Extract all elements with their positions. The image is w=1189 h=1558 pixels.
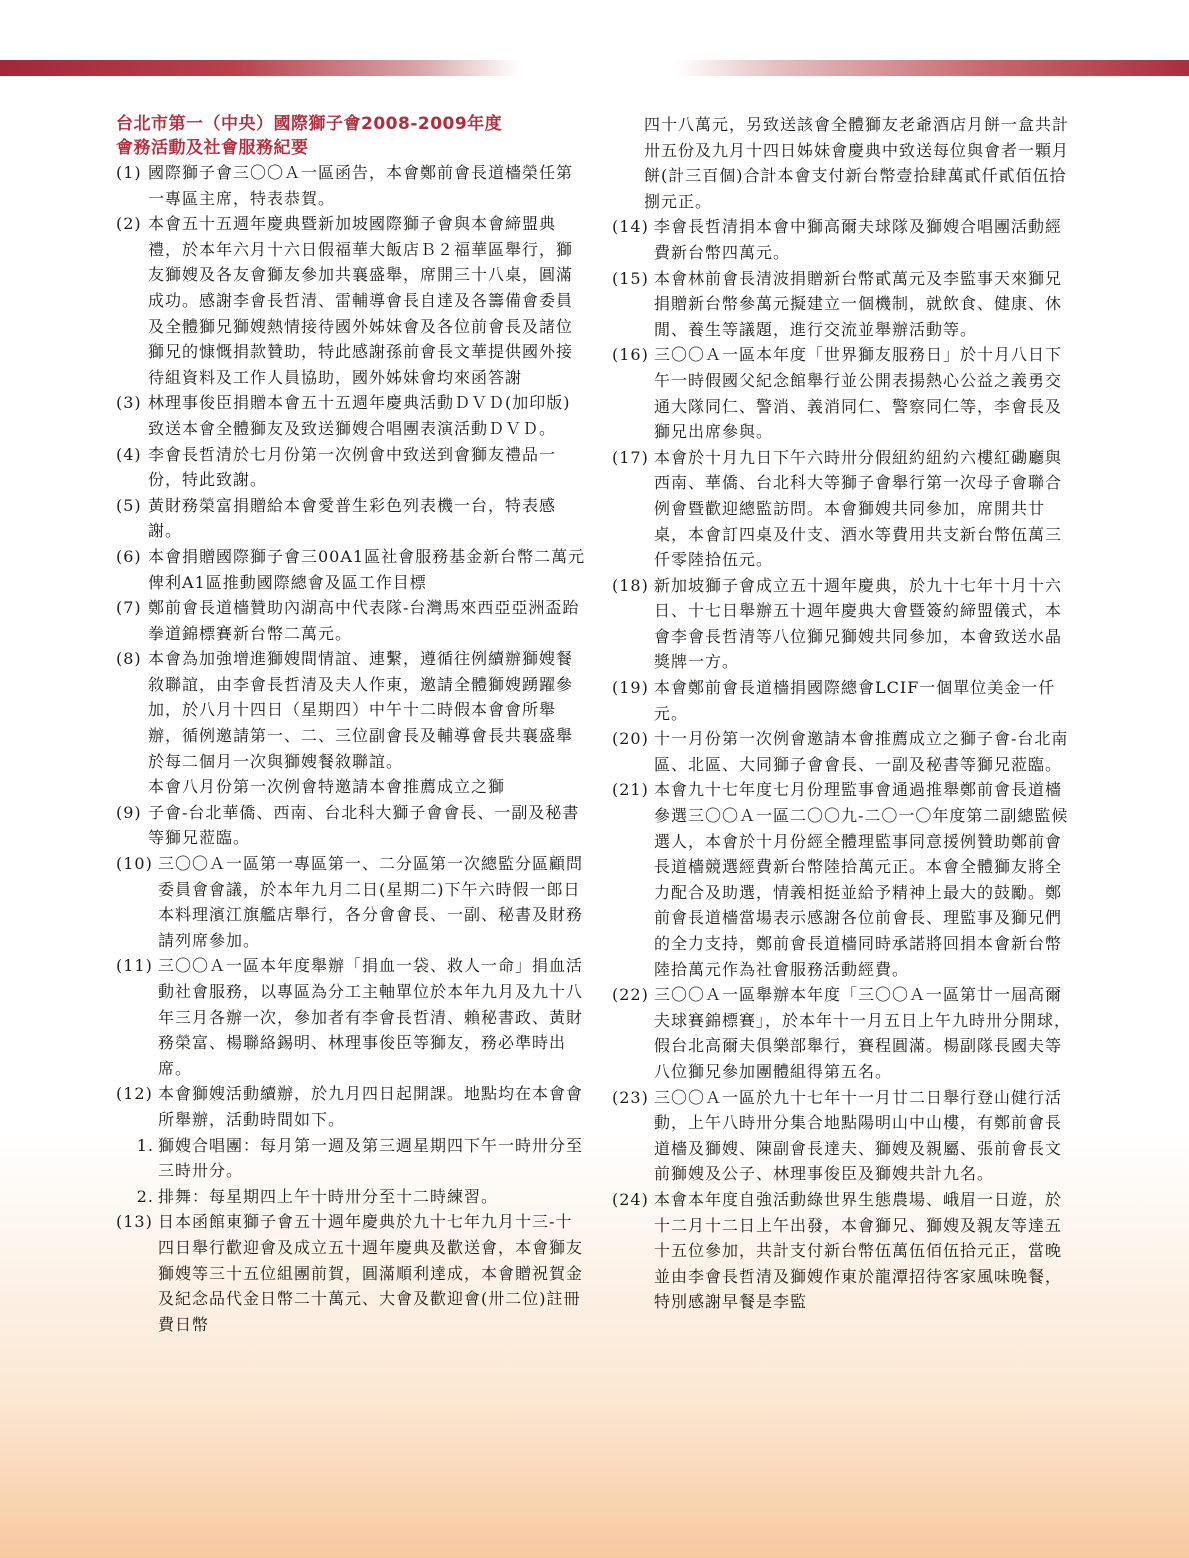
item-text: 三〇〇Ａ一區於九十七年十一月廿二日舉行登山健行活動，上午八時卅分集合地點陽明山中山樓，有鄭前會長道檣及獅嫂、陳副會長達夫、獅嫂及親屬、張前會長文前獅嫂及公子、林理事俊臣及獅嫂共計九名。 xyxy=(654,1087,1063,1184)
list-item xyxy=(612,777,1078,982)
item-text: 本會五十五週年慶典暨新加坡國際獅子會與本會締盟典禮，於本年六月十六日假福華大飯店Ｂ２福華區舉行，獅友獅嫂及各友會獅友參加共襄盛舉，席開三十八桌，圓滿成功。感謝李會長哲清、雷輔導會長自達及各籌備會委員及全體獅兄獅嫂熱情接待國外姊妹會及各位前會長及諸位獅兄的慷慨捐款贊助，特此感謝孫前會長文華提供國外接待組資料及工作人員協助，國外姊妹會均來函答謝 xyxy=(148,214,574,387)
item-number: (7) xyxy=(116,598,142,618)
item-text: 子會-台北華僑、西南、台北科大獅子會會長、一副及秘書等獅兄蒞臨。 xyxy=(148,802,580,848)
list-item xyxy=(612,1187,1078,1315)
item-text: 本會本年度自強活動綠世界生態農場、峨眉一日遊，於十二月十二日上午出發，本會獅兄、獅嫂及親友等達五十五位參加，共計支付新台幣伍萬伍佰伍拾元正，當晚並由李會長哲清及獅嫂作東於龍潭招待客家風味晚餐，特別感謝早餐是李監 xyxy=(654,1189,1063,1312)
list-item xyxy=(116,544,586,595)
item-text: 本會林前會長清波捐贈新台幣貳萬元及李監事天來獅兄捐贈新台幣參萬元擬建立一個機制，就飲食、健康、休閒、養生等議題，進行交流並舉辦活動等。 xyxy=(654,268,1063,339)
item-number: (20) xyxy=(612,729,649,749)
list-item xyxy=(612,445,1078,573)
list-item xyxy=(612,1085,1078,1187)
item-text: 獅嫂合唱團：每月第一週及第三週星期四下午一時卅分至三時卅分。 xyxy=(158,1135,584,1181)
item-text: 本會九十七年度七月份理監事會通過推舉鄭前會長道檣參選三〇〇Ａ一區二〇〇九-二〇一〇年度第二副總監候選人，本會於十月份經全體理監事同意援例贊助鄭前會長道檣競選經費新台幣陸拾萬元正。本會全體獅友將全力配合及助選，情義相挺並給予精神上最大的鼓勵。鄭前會長道檣當場表示感謝各位前會長、理監事及獅兄們的全力支持，鄭前會長道檣同時承諾將回捐本會新台幣陸拾萬元作為社會服務活動經費。 xyxy=(654,780,1069,979)
sub-list-item xyxy=(116,1133,586,1184)
list-item xyxy=(612,726,1078,777)
item-number: (2) xyxy=(116,214,142,234)
item-number: 2. xyxy=(136,1186,154,1206)
item-number: (17) xyxy=(612,447,649,467)
right-column xyxy=(612,112,1078,1315)
item-number: (8) xyxy=(116,649,142,669)
item-number: (23) xyxy=(612,1087,649,1107)
list-item xyxy=(116,646,586,774)
list-item xyxy=(116,851,586,953)
item-text: 本會捐贈國際獅子會三00A1區社會服務基金新台幣二萬元俾利A1區推動國際總會及區工作目標 xyxy=(148,546,586,592)
item-text: 鄭前會長道檣贊助內湖高中代表隊-台灣馬來西亞亞洲盃跆拳道錦標賽新台幣二萬元。 xyxy=(148,598,580,643)
list-item xyxy=(116,800,586,851)
item-text: 本會獅嫂活動續辦，於九月四日起開課。地點均在本會會所舉辦，活動時間如下。 xyxy=(158,1084,584,1129)
item-number: (13) xyxy=(116,1212,153,1232)
item-text: 本會八月份第一次例會特邀請本會推薦成立之獅 xyxy=(148,777,506,797)
list-item xyxy=(116,953,586,1081)
item-text: 四十八萬元，另致送該會全體獅友老爺酒店月餅一盒共計卅五份及九月十四日姊妹會慶典中致送每位與會者一顆月餅(計三百個)合計本會支付新台幣壹拾肆萬貳仟貳佰伍拾捌元正。 xyxy=(644,115,1070,211)
item-number: (19) xyxy=(612,678,649,698)
list-item xyxy=(116,160,586,211)
item-text: 李會長哲清捐本會中獅高爾夫球隊及獅嫂合唱團活動經費新台幣四萬元。 xyxy=(654,217,1063,262)
item-number: (22) xyxy=(612,985,649,1005)
item-text: 三〇〇Ａ一區舉辦本年度「三〇〇Ａ一區第廿一屆高爾夫球賽錦標賽」，於本年十一月五日上午九時卅分開球，假台北高爾夫俱樂部舉行，賽程圓滿。楊副隊長國夫等八位獅兄參加團體組得第五名。 xyxy=(654,985,1072,1081)
item-number: (10) xyxy=(116,854,153,874)
list-item xyxy=(612,214,1078,265)
item-text: 三〇〇Ａ一區本年度舉辦「捐血一袋、救人一命」捐血活動社會服務，以專區為分工主軸單位於本年九月及九十八年三月各辦一次，參加者有李會長哲清、賴秘書政、黃財務榮富、楊聯絡錫明、林理事俊臣等獅友，務必準時出席。 xyxy=(158,956,584,1078)
header-band-right xyxy=(676,60,1189,76)
item-text: 三〇〇Ａ一區第一專區第一、二分區第一次總監分區顧問委員會會議，於本年九月二日(星期二)下午六時假一郎日本料理濱江旗艦店舉行，各分會會長、一副、秘書及財務請列席參加。 xyxy=(158,854,584,950)
item-text: 排舞：每星期四上午十時卅分至十二時練習。 xyxy=(158,1186,499,1206)
item-text: 本會於十月九日下午六時卅分假紐約紐約六樓紅磡廳與西南、華僑、台北科大等獅子會舉行第一次母子會聯合例會暨歡迎總監訪問。本會獅嫂共同參加，席開共廿桌，本會訂四桌及什支、酒水等費用共支新台幣伍萬三仟零陸拾伍元。 xyxy=(654,447,1063,570)
list-item xyxy=(612,675,1078,726)
list-item xyxy=(116,1081,586,1132)
article-title-line1: 台北市第一（中央）國際獅子會2008-2009年度 xyxy=(116,114,503,134)
list-item xyxy=(116,390,586,441)
left-column xyxy=(116,112,586,1337)
item-number: (4) xyxy=(116,444,142,464)
list-item xyxy=(116,493,586,544)
item-number: (5) xyxy=(116,495,142,515)
item-text: 林理事俊臣捐贈本會五十五週年慶典活動ＤＶＤ(加印版)致送本會全體獅友及致送獅嫂合唱團表演活動ＤＶＤ。 xyxy=(148,393,571,438)
item-number: (12) xyxy=(116,1084,153,1104)
list-item xyxy=(116,211,586,390)
item-number: (14) xyxy=(612,217,649,237)
list-item xyxy=(116,595,586,646)
item-number: (1) xyxy=(116,163,142,182)
list-item xyxy=(612,982,1078,1084)
sub-list-item xyxy=(116,1184,586,1210)
item-number: (6) xyxy=(116,546,142,566)
list-item xyxy=(612,573,1078,675)
item-number: (18) xyxy=(612,575,649,595)
list-item xyxy=(612,266,1078,343)
item-number: (24) xyxy=(612,1189,649,1209)
item-number: (9) xyxy=(116,802,142,822)
article-title-line2: 會務活動及社會服務紀要 xyxy=(116,138,309,158)
item-text: 本會鄭前會長道檣捐國際總會LCIF一個單位美金一仟元。 xyxy=(654,678,1056,723)
item-number: 1. xyxy=(136,1135,154,1155)
list-item-continuation xyxy=(612,112,1078,214)
item-text: 新加坡獅子會成立五十週年慶典，於九十七年十月十六日、十七日舉辦五十週年慶典大會暨簽約締盟儀式，本會李會長哲清等八位獅兄獅嫂共同參加，本會致送水晶獎牌一方。 xyxy=(654,575,1063,672)
list-item xyxy=(116,442,586,493)
item-number: (11) xyxy=(116,956,153,976)
item-number: (15) xyxy=(612,268,649,288)
header-band-left xyxy=(0,60,520,76)
item-number: (16) xyxy=(612,345,649,365)
item-text: 十一月份第一次例會邀請本會推薦成立之獅子會-台北南區、北區、大同獅子會會長、一副及秘書等獅兄蒞臨。 xyxy=(654,729,1069,774)
item-text: 李會長哲清於七月份第一次例會中致送到會獅友禮品一份，特此致謝。 xyxy=(148,444,557,490)
list-item-continuation xyxy=(116,774,586,800)
list-item xyxy=(612,342,1078,444)
list-item xyxy=(116,1209,586,1337)
item-text: 日本函館東獅子會五十週年慶典於九十七年九月十三-十四日舉行歡迎會及成立五十週年慶典及歡送會，本會獅友獅嫂等三十五位組團前賀，圓滿順利達成，本會贈祝賀金及紀念品代金日幣二十萬元、大會及歡迎會(卅二位)註冊費日幣 xyxy=(158,1212,584,1334)
item-text: 三〇〇Ａ一區本年度「世界獅友服務日」於十月八日下午一時假國父紀念館舉行並公開表揚熱心公益之義勇交通大隊同仁、警消、義消同仁、警察同仁等，李會長及獅兄出席參與。 xyxy=(654,345,1063,442)
item-text: 本會為加強增進獅嫂間情誼、連繫，遵循往例續辦獅嫂餐敘聯誼，由李會長哲清及夫人作東，邀請全體獅嫂踴躍參加，於八月十四日（星期四）中午十二時假本會會所舉辦，循例邀請第一、二、三位副會長及輔導會長共襄盛舉於每二個月一次與獅嫂餐敘聯誼。 xyxy=(148,649,574,771)
item-number: (21) xyxy=(612,780,649,800)
item-text: 黃財務榮富捐贈給本會愛普生彩色列表機一台，特表感謝。 xyxy=(148,495,557,541)
item-number: (3) xyxy=(116,393,142,413)
item-text: 國際獅子會三〇〇Ａ一區函告，本會鄭前會長道檣榮任第一專區主席，特表恭賀。 xyxy=(148,163,574,208)
